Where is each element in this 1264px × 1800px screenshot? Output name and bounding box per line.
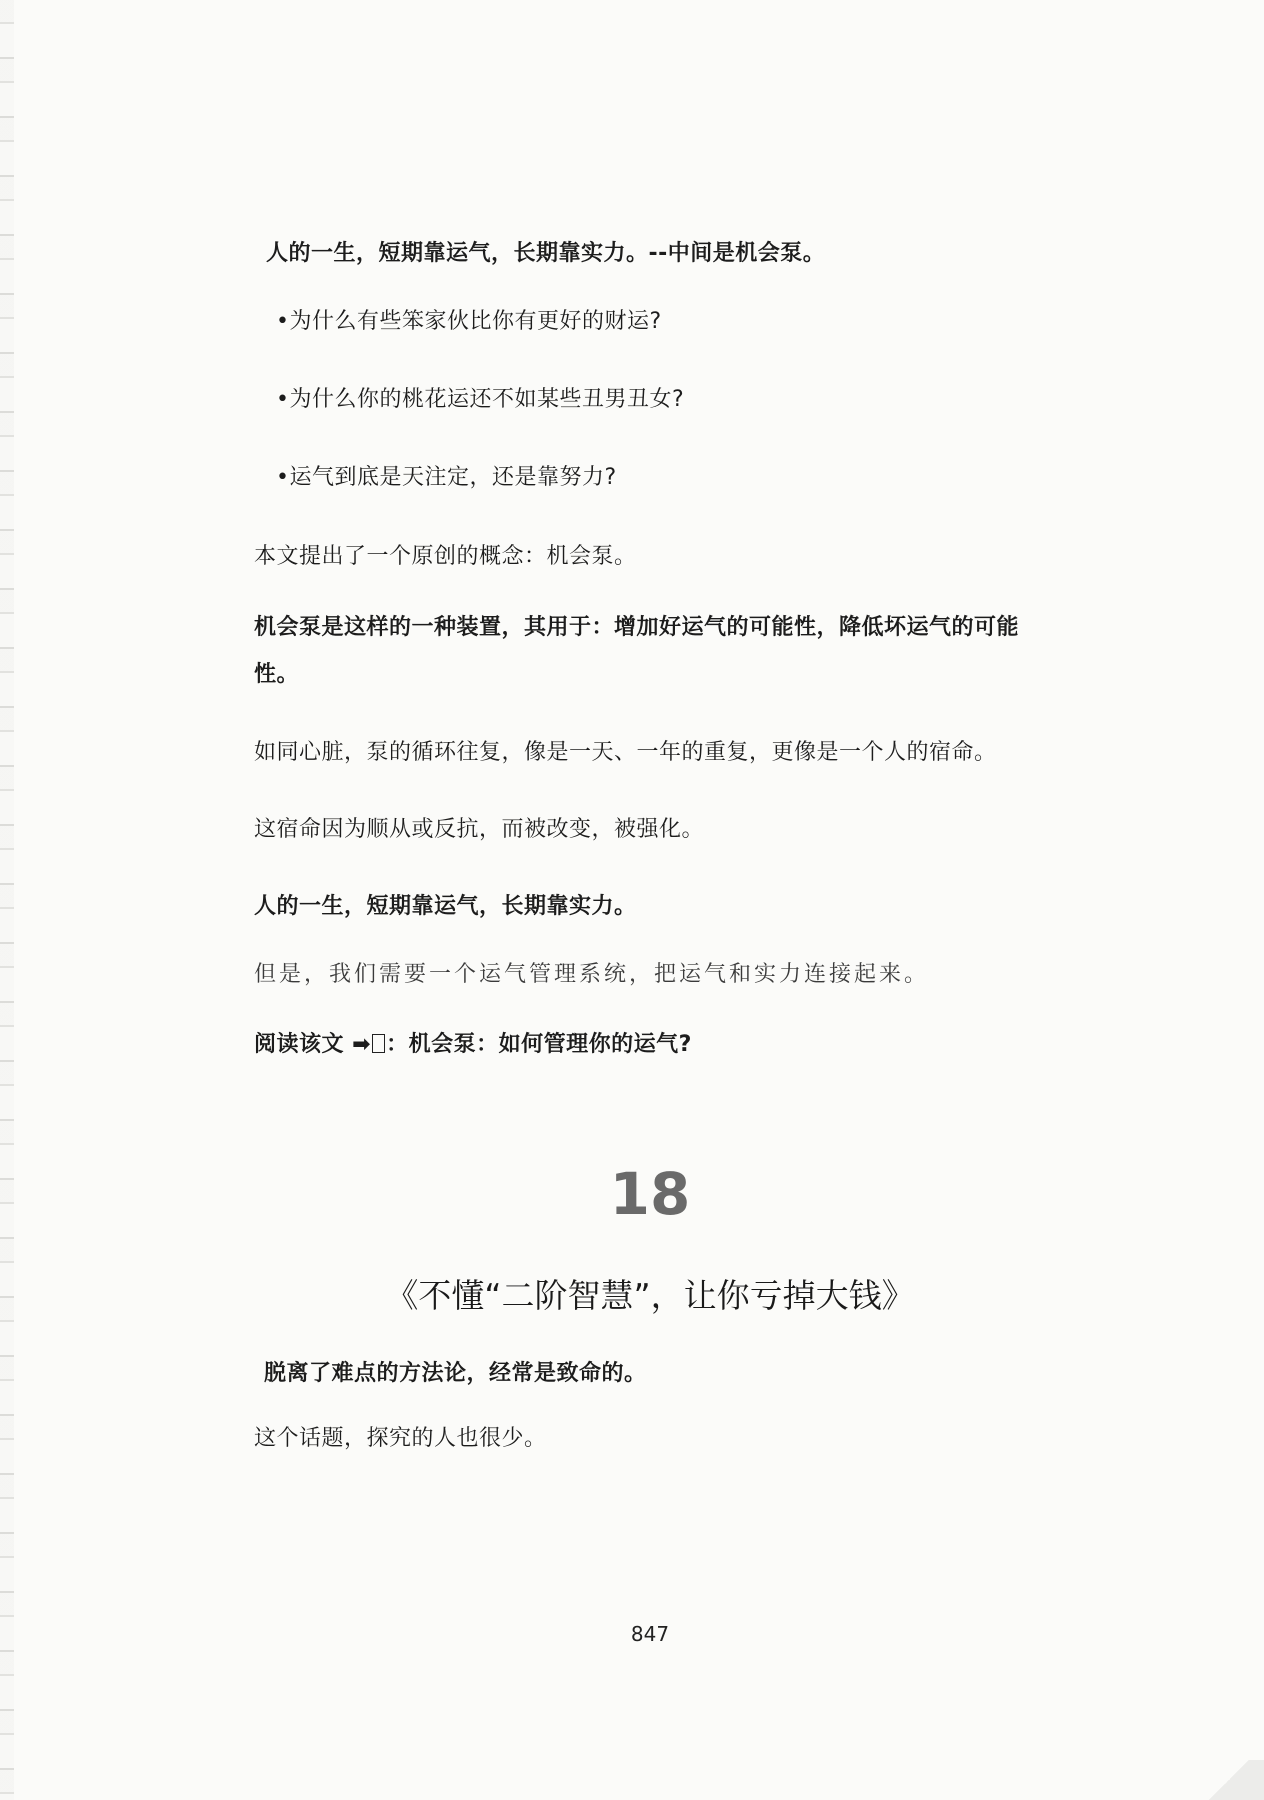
paragraph-definition: 机会泵是这样的一种装置，其用于：增加好运气的可能性，降低坏运气的可能性。 [254,615,1020,687]
chapter-lead-sentence: 脱离了难点的方法论，经常是致命的。 [264,1361,647,1386]
paragraph-concept: 本文提出了一个原创的概念：机会泵。 [254,544,637,569]
page-number: 847 [630,1622,670,1646]
read-more-prefix: 阅读该文 ➡ [254,1032,372,1057]
paragraph-heart: 如同心脏，泵的循环往复，像是一天、一年的重复，更像是一个人的宿命。 [254,740,997,765]
bullet-question-3: •运气到底是天注定，还是靠努力? [276,465,617,490]
read-more-article-link[interactable]: ：机会泵：如何管理你的运气? [386,1032,692,1057]
paragraph-summary: 人的一生，短期靠运气，长期靠实力。 [254,894,637,919]
bullet-question-2: •为什么你的桃花运还不如某些丑男丑女? [276,387,685,412]
missing-glyph-box [372,1034,385,1053]
chapter-title: 《不懂“二阶智慧”，让你亏掉大钱》 [385,1276,915,1315]
paragraph-system: 但是，我们需要一个运气管理系统，把运气和实力连接起来。 [254,962,930,987]
intro-heading: 人的一生，短期靠运气，长期靠实力。--中间是机会泵。 [266,241,826,266]
paragraph-fate: 这宿命因为顺从或反抗，而被改变，被强化。 [254,817,705,842]
read-more-link-line [254,1027,692,1063]
chapter-number: 18 [609,1160,691,1228]
chapter-paragraph-1: 这个话题，探究的人也很少。 [254,1426,547,1451]
bullet-question-1: •为什么有些笨家伙比你有更好的财运? [276,309,662,334]
